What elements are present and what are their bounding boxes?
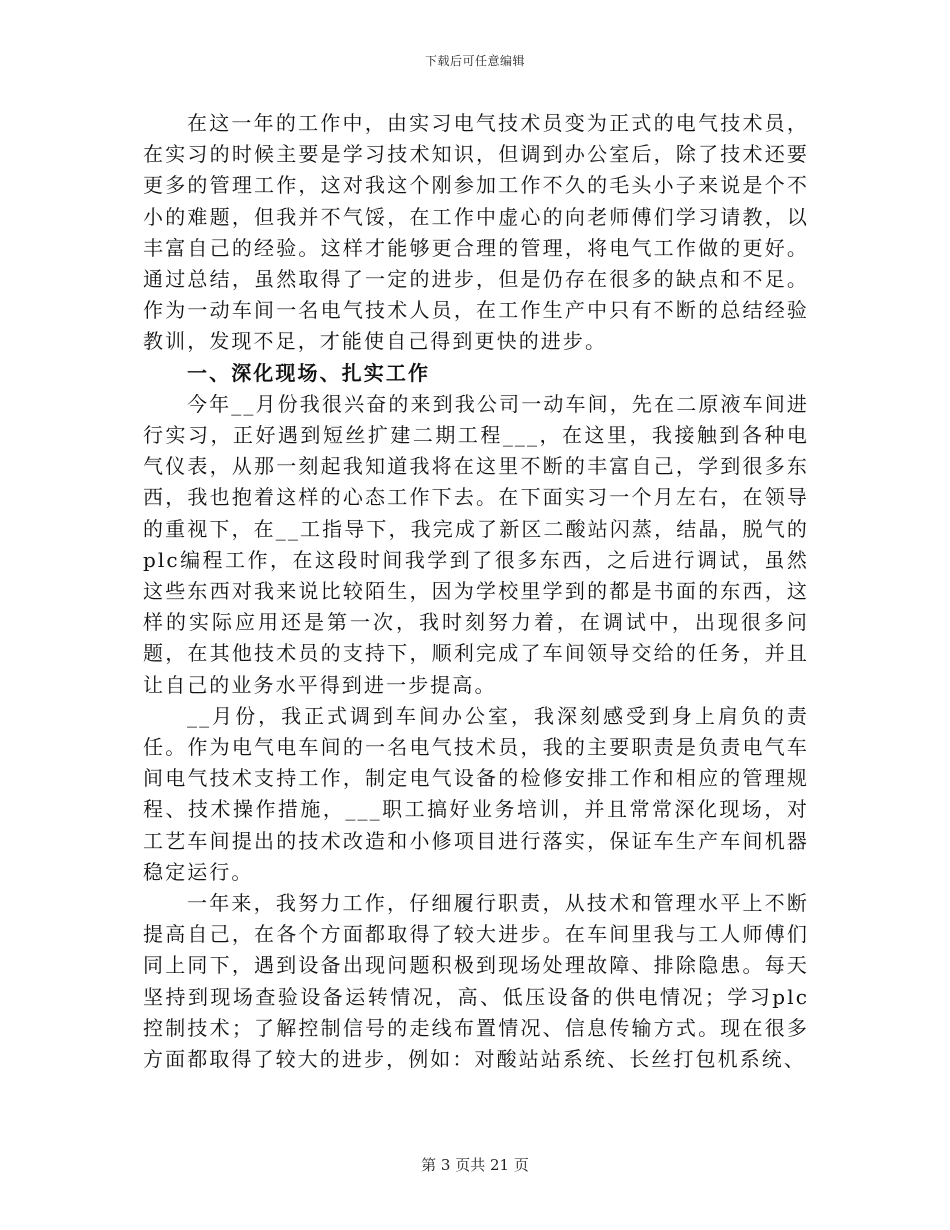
paragraph-internship: 今年__月份我很兴奋的来到我公司一动车间，先在二原液车间进行实习，正好遇到短丝扩建二期工程___，在这里，我接触到各种电气仪表，从那一刻起我知道我将在这里不断的丰富自己，学到很多东西，我也抱着这样的心态工作下去。在下面实习一个月左右，在领导的重视下，在__工指导下，我完成了新区二酸站闪蒸，结晶，脱气的plc编程工作，在这段时间我学到了很多东西，之后进行调试，虽然这些东西对我来说比较陌生，因为学校里学到的都是书面的东西，这样的实际应用还是第一次，我时刻努力着，在调试中，出现很多问题，在其他技术员的支持下，顺利完成了车间领导交给的任务，并且让自己的业务水平得到进一步提高。 xyxy=(143,391,809,697)
document-body xyxy=(143,108,809,1075)
paragraph-intro: 在这一年的工作中，由实习电气技术员变为正式的电气技术员，在实习的时候主要是学习技术知识，但调到办公室后，除了技术还要更多的管理工作，这对我这个刚参加工作不久的毛头小子来说是个不小的难题，但我并不气馁，在工作中虚心的向老师傅们学习请教，以丰富自己的经验。这样才能够更合理的管理，将电气工作做的更好。通过总结，虽然取得了一定的进步，但是仍存在很多的缺点和不足。作为一动车间一名电气技术人员，在工作生产中只有不断的总结经验教训，发现不足，才能使自己得到更快的进步。 xyxy=(143,111,809,354)
page-header-note: 下载后可任意编辑 xyxy=(424,54,525,68)
section-heading-1: 一、深化现场、扎实工作 xyxy=(187,360,431,385)
paragraph-office-duty: __月份，我正式调到车间办公室，我深刻感受到身上肩负的责任。作为电气电车间的一名电气技术员，我的主要职责是负责电气车间电气技术支持工作，制定电气设备的检修安排工作和相应的管理规程、技术操作措施，___职工搞好业务培训，并且常常深化现场，对工艺车间提出的技术改造和小修项目进行落实，保证车生产车间机器稳定运行。 xyxy=(143,703,809,884)
page-number: 第 3 页共 21 页 xyxy=(421,1156,529,1174)
paragraph-year-review: 一年来，我努力工作，仔细履行职责，从技术和管理水平上不断提高自己，在各个方面都取得了较大进步。在车间里我与工人师傅们同上同下，遇到设备出现问题积极到现场处理故障、排除隐患。每天坚持到现场查验设备运转情况，高、低压设备的供电情况；学习plc控制技术；了解控制信号的走线布置情况、信息传输方式。现在很多方面都取得了较大的进步，例如：对酸站站系统、长丝打包机系统、 xyxy=(143,891,809,1072)
